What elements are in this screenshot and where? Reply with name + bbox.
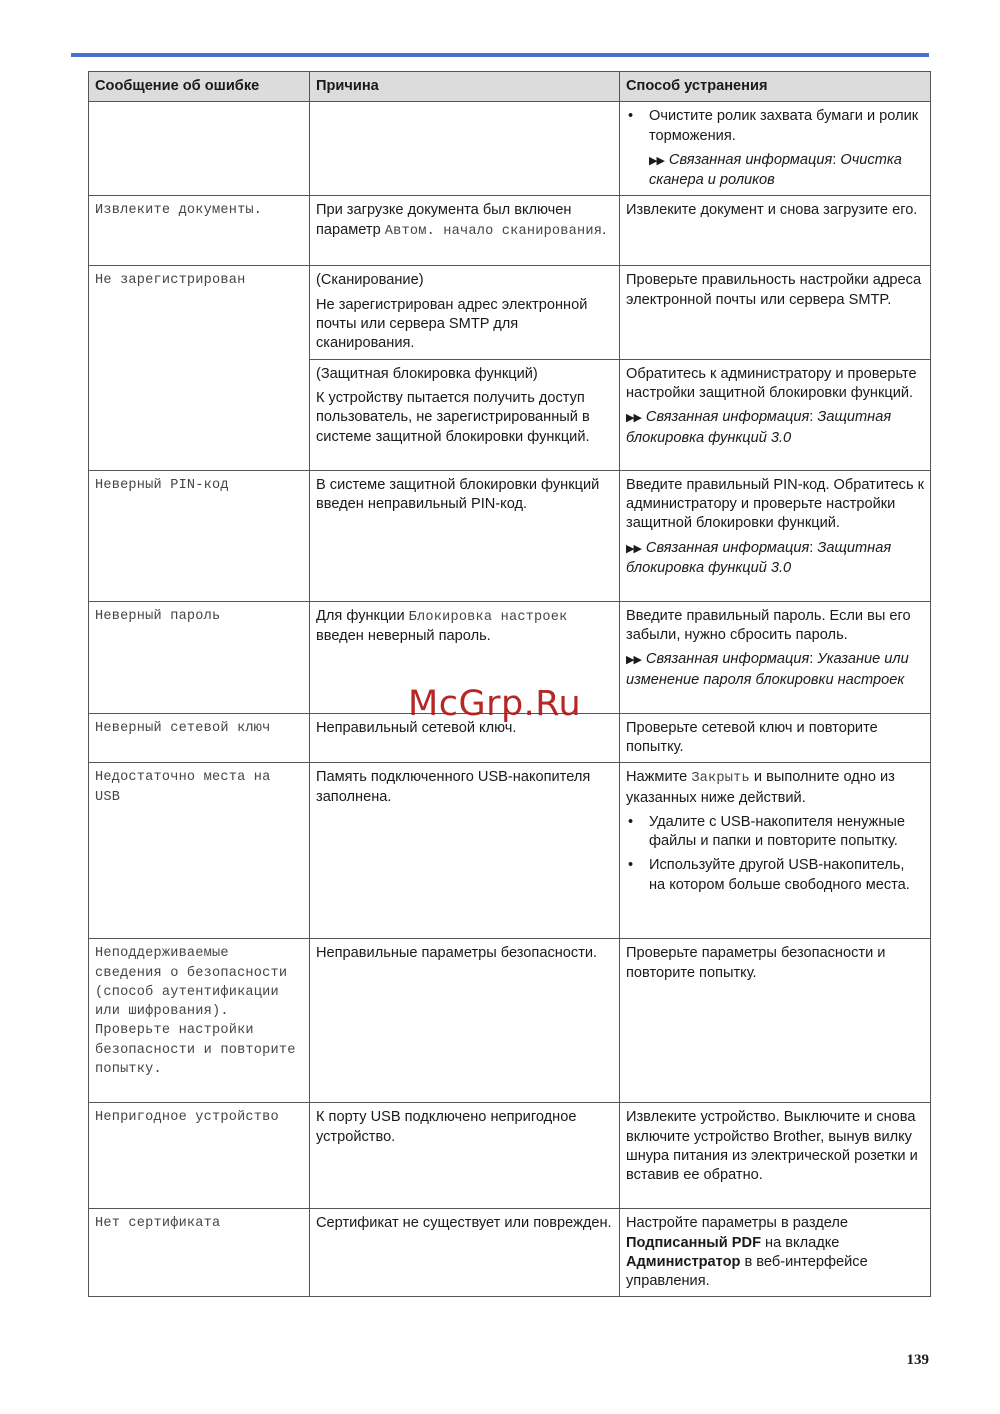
related-info-label: Связанная информация [645, 651, 810, 668]
table-row [89, 470, 931, 601]
cell-message: Непригодное устройство [89, 1103, 310, 1209]
related-info-label: Связанная информация [668, 151, 833, 168]
cell-solution [620, 763, 931, 939]
solution-text: Обратитесь к администратору и проверьте настройки защитной блокировки функций. [626, 365, 917, 401]
table-row [89, 939, 931, 1103]
solution-text-b: и выполните одно из указанных ниже действий. [626, 769, 895, 806]
solution-text-a: Настройте параметры в разделе [626, 1215, 848, 1232]
administrator-tab-label: Администратор [626, 1253, 741, 1270]
cause-text-b: . [602, 221, 607, 238]
related-info [626, 408, 924, 448]
solution-text: Введите правильный PIN-код. Обратитесь к администратору и проверьте настройки защитной блокировки функций. [626, 476, 924, 532]
cell-cause: Неправильный сетевой ключ. [310, 713, 620, 763]
list-item: • Используйте другой USB-накопитель, на котором больше свободного места. [626, 856, 924, 895]
cell-cause: В системе защитной блокировки функций введен неправильный PIN-код. [310, 470, 620, 601]
cell-message: Неверный сетевой ключ [89, 713, 310, 763]
cell-solution: Проверьте параметры безопасности и повторите попытку. [620, 939, 931, 1103]
cell-solution [620, 1209, 931, 1297]
solution-text-a: Нажмите [626, 769, 688, 786]
watermark: McGrp.Ru [408, 684, 582, 724]
table-header-row [89, 72, 931, 102]
table-row [89, 102, 931, 196]
related-info [626, 151, 924, 191]
table-row [89, 1103, 931, 1209]
cell-cause [310, 196, 620, 266]
cell-message: Неподдерживаемые сведения о безопасности (способ аутентификации или шифрования). Проверьте настройки безопасности и повторите попытку. [89, 939, 310, 1103]
related-info [626, 650, 924, 690]
double-arrow-icon: ▶▶ [626, 654, 641, 667]
cell-message [89, 102, 310, 196]
cause-text [316, 607, 613, 647]
cause-text: Не зарегистрирован адрес электронной почты или сервера SMTP для сканирования. [316, 296, 588, 352]
setting-name: Блокировка настроек [408, 609, 568, 625]
cell-message: Неверный PIN-код [89, 470, 310, 601]
related-link[interactable]: Указание или изменение пароля блокировки настроек [626, 651, 909, 688]
cell-solution: Извлеките устройство. Выключите и снова включите устройство Brother, вынув вилку шнура питания из электрической розетки и вставив ее обратно. [620, 1103, 931, 1209]
top-rule [71, 53, 929, 57]
cell-message: Неверный пароль [89, 601, 310, 713]
cause-text-a: При загрузке документа был включен параметр [316, 202, 572, 238]
related-info [626, 539, 924, 579]
table-row [89, 196, 931, 266]
cell-cause: Неправильные параметры безопасности. [310, 939, 620, 1103]
page-number: 139 [906, 1352, 929, 1368]
cell-solution [620, 601, 931, 713]
related-colon: : [809, 651, 814, 668]
related-link[interactable]: Защитная блокировка функций 3.0 [626, 409, 892, 446]
header-error-message: Сообщение об ошибке [89, 72, 310, 102]
cell-cause [310, 266, 620, 359]
double-arrow-icon: ▶▶ [626, 412, 641, 425]
related-colon: : [809, 409, 814, 426]
cell-solution: Проверьте правильность настройки адреса электронной почты или сервера SMTP. [620, 266, 931, 359]
cell-message: Извлеките документы. [89, 196, 310, 266]
related-colon: : [809, 539, 814, 556]
cause-label: (Защитная блокировка функций) [316, 365, 538, 382]
cause-text-a: Для функции [316, 607, 405, 624]
cause-label: (Сканирование) [316, 272, 424, 289]
header-cause: Причина [310, 72, 620, 102]
related-link[interactable]: Очистка сканера и роликов [649, 151, 902, 189]
table-row [89, 763, 931, 939]
solution-text-c: на вкладке [765, 1234, 840, 1251]
related-colon: : [832, 151, 837, 168]
cell-solution [620, 470, 931, 601]
cell-solution [620, 102, 931, 196]
list-item: • Удалите с USB-накопителя ненужные файлы и папки и повторите попытку. [626, 813, 924, 852]
cell-cause: Сертификат не существует или поврежден. [310, 1209, 620, 1297]
list-item: • Очистите ролик захвата бумаги и ролик торможения. [626, 107, 924, 146]
solution-list [626, 813, 924, 895]
related-link[interactable]: Защитная блокировка функций 3.0 [626, 539, 892, 576]
solution-text: Введите правильный пароль. Если вы его забыли, нужно сбросить пароль. [626, 607, 911, 643]
setting-name: Автом. начало сканирования [384, 223, 603, 239]
double-arrow-icon: ▶▶ [649, 154, 664, 167]
cell-solution [620, 359, 931, 470]
cell-cause [310, 359, 620, 470]
table-row [89, 266, 931, 359]
table-row [89, 1209, 931, 1297]
cause-text [316, 201, 613, 241]
double-arrow-icon: ▶▶ [626, 542, 641, 555]
related-info-label: Связанная информация [645, 409, 810, 426]
cause-text: К устройству пытается получить доступ пользователь, не зарегистрированный в системе защитной блокировки функций. [316, 389, 590, 445]
cell-cause [310, 102, 620, 196]
close-button-name: Закрыть [691, 771, 750, 787]
related-info-label: Связанная информация [645, 539, 810, 556]
cause-text-b: введен неверный пароль. [316, 627, 491, 644]
cell-message: Недостаточно места на USB [89, 763, 310, 939]
cell-solution: Извлеките документ и снова загрузите его. [620, 196, 931, 266]
cell-cause: К порту USB подключено непригодное устройство. [310, 1103, 620, 1209]
header-solution: Способ устранения [620, 72, 931, 102]
cell-message: Не зарегистрирован [89, 266, 310, 470]
solution-text-d: в веб-интерфейсе управления. [626, 1253, 868, 1290]
cell-cause: Память подключенного USB-накопителя заполнена. [310, 763, 620, 939]
solution-list [626, 107, 924, 146]
signed-pdf-label: Подписанный PDF [626, 1234, 761, 1251]
cell-message: Нет сертификата [89, 1209, 310, 1297]
solution-text [626, 768, 924, 808]
cell-solution: Проверьте сетевой ключ и повторите попытку. [620, 713, 931, 763]
